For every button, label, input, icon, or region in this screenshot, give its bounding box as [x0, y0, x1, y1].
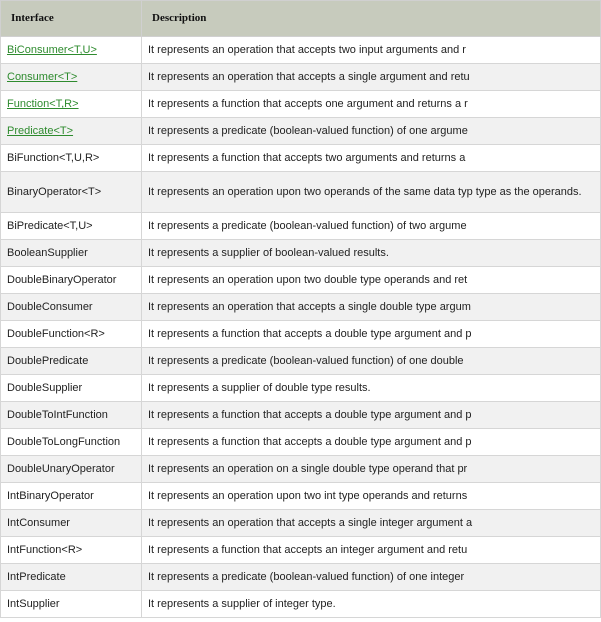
- table-row: [1, 537, 601, 564]
- interface-cell: [1, 118, 142, 145]
- interface-cell: [1, 91, 142, 118]
- interface-link[interactable]: Consumer<T>: [7, 71, 78, 83]
- table-row: [1, 348, 601, 375]
- interface-cell: IntBinaryOperator: [1, 483, 142, 510]
- description-cell: It represents a predicate (boolean-valued function) of one double: [142, 348, 601, 375]
- description-cell: It represents an operation that accepts a single integer argument a: [142, 510, 601, 537]
- table-row: [1, 483, 601, 510]
- interface-cell: DoubleUnaryOperator: [1, 456, 142, 483]
- table-row: [1, 564, 601, 591]
- interface-cell: BiFunction<T,U,R>: [1, 145, 142, 172]
- table-row: [1, 402, 601, 429]
- table-row: [1, 213, 601, 240]
- table-row: [1, 456, 601, 483]
- description-cell: It represents a function that accepts a double type argument and p: [142, 402, 601, 429]
- interface-cell: [1, 37, 142, 64]
- table-row: [1, 429, 601, 456]
- interface-cell: IntFunction<R>: [1, 537, 142, 564]
- interface-cell: BinaryOperator<T>: [1, 172, 142, 213]
- interface-cell: DoubleConsumer: [1, 294, 142, 321]
- interface-cell: IntPredicate: [1, 564, 142, 591]
- interface-cell: BiPredicate<T,U>: [1, 213, 142, 240]
- description-cell: It represents an operation upon two double type operands and ret: [142, 267, 601, 294]
- description-cell: It represents a function that accepts two arguments and returns a: [142, 145, 601, 172]
- description-cell: It represents an operation that accepts two input arguments and r: [142, 37, 601, 64]
- interface-cell: DoubleBinaryOperator: [1, 267, 142, 294]
- description-cell: It represents a supplier of boolean-valued results.: [142, 240, 601, 267]
- description-cell: It represents a supplier of integer type.: [142, 591, 601, 618]
- table-row: [1, 64, 601, 91]
- table-header-row: [1, 1, 601, 37]
- table-row: [1, 118, 601, 145]
- interface-link[interactable]: Function<T,R>: [7, 98, 79, 110]
- table-row: [1, 91, 601, 118]
- description-cell: It represents a function that accepts a double type argument and p: [142, 321, 601, 348]
- interface-cell: [1, 64, 142, 91]
- table-row: [1, 591, 601, 618]
- interface-cell: DoublePredicate: [1, 348, 142, 375]
- description-cell: It represents an operation upon two operands of the same data typ type as the operands.: [142, 172, 601, 213]
- description-cell: It represents an operation that accepts a single double type argum: [142, 294, 601, 321]
- table-row: [1, 37, 601, 64]
- description-cell: It represents a predicate (boolean-valued function) of one integer: [142, 564, 601, 591]
- interface-cell: DoubleFunction<R>: [1, 321, 142, 348]
- interface-cell: DoubleToLongFunction: [1, 429, 142, 456]
- interface-link[interactable]: Predicate<T>: [7, 125, 74, 137]
- description-cell: It represents a function that accepts one argument and returns a r: [142, 91, 601, 118]
- table-row: [1, 510, 601, 537]
- table-row: [1, 145, 601, 172]
- description-cell: It represents a function that accepts an integer argument and retu: [142, 537, 601, 564]
- interface-cell: DoubleSupplier: [1, 375, 142, 402]
- table-row: [1, 321, 601, 348]
- interface-cell: DoubleToIntFunction: [1, 402, 142, 429]
- description-cell: It represents a predicate (boolean-valued function) of two argume: [142, 213, 601, 240]
- header-interface: Interface: [1, 1, 142, 37]
- description-cell: It represents an operation on a single double type operand that pr: [142, 456, 601, 483]
- table-row: [1, 294, 601, 321]
- table-row: [1, 172, 601, 213]
- interface-cell: IntSupplier: [1, 591, 142, 618]
- table-row: [1, 240, 601, 267]
- description-cell: It represents a predicate (boolean-valued function) of one argume: [142, 118, 601, 145]
- table-row: [1, 375, 601, 402]
- interface-cell: IntConsumer: [1, 510, 142, 537]
- description-cell: It represents a function that accepts a double type argument and p: [142, 429, 601, 456]
- interface-cell: BooleanSupplier: [1, 240, 142, 267]
- description-cell: It represents an operation upon two int type operands and returns: [142, 483, 601, 510]
- interface-link[interactable]: BiConsumer<T,U>: [7, 44, 97, 56]
- description-cell: It represents a supplier of double type results.: [142, 375, 601, 402]
- header-description: Description: [142, 1, 601, 37]
- table-row: [1, 267, 601, 294]
- description-cell: It represents an operation that accepts a single argument and retu: [142, 64, 601, 91]
